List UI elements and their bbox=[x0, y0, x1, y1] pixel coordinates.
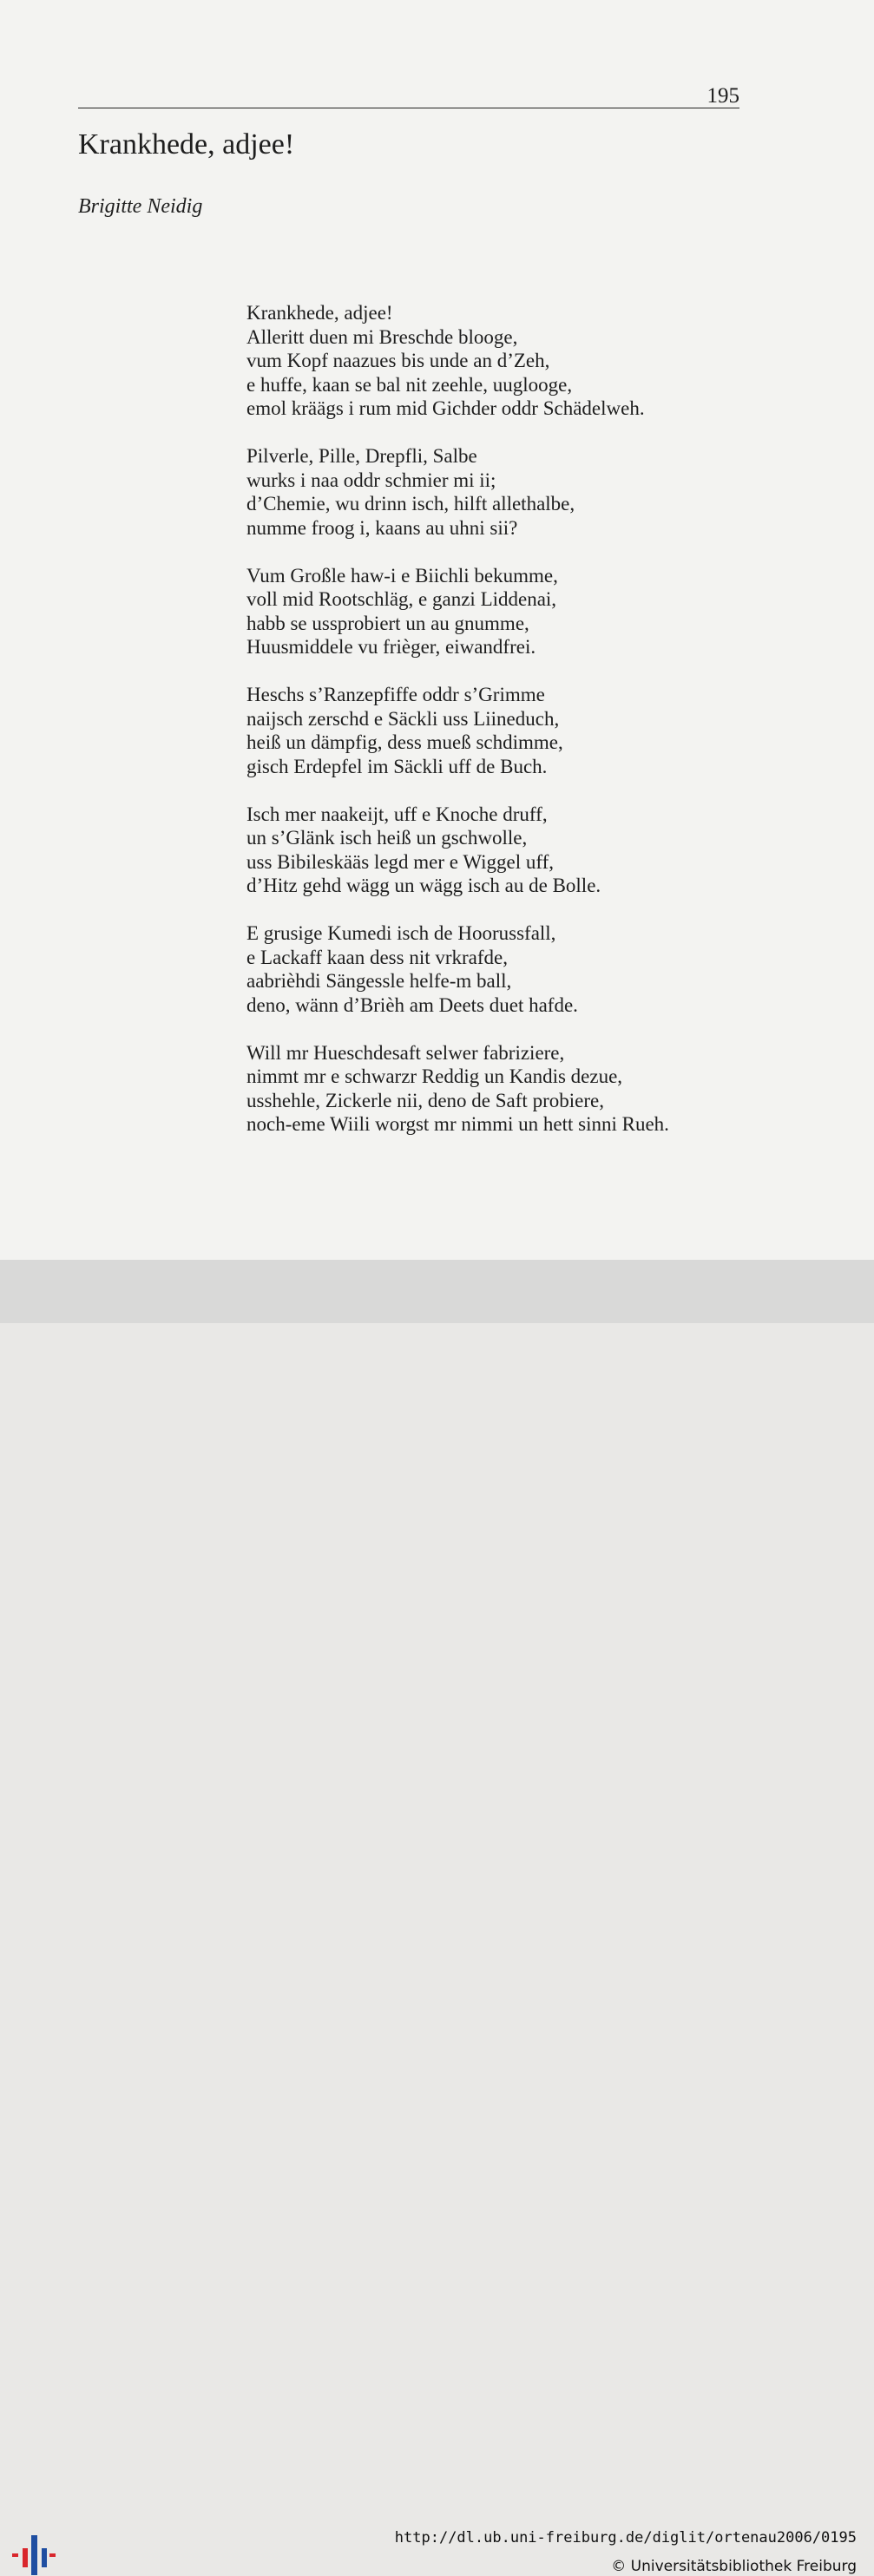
poem-line: Will mr Hueschdesaft selwer fabriziere, bbox=[246, 1041, 565, 1064]
poem-line: gisch Erdepfel im Säckli uff de Buch. bbox=[246, 755, 548, 777]
page-number: 195 bbox=[706, 84, 739, 108]
poem-title: Krankhede, adjee! bbox=[78, 128, 295, 161]
poem-line: emol kräägs i rum mid Gichder oddr Schädelweh. bbox=[246, 397, 645, 419]
poem-line: voll mid Rootschläg, e ganzi Liddenai, bbox=[246, 588, 557, 610]
copyright-text: © Universitätsbibliothek Freiburg bbox=[611, 2558, 857, 2575]
source-url-link[interactable]: http://dl.ub.uni-freiburg.de/diglit/ortenau2006/0195 bbox=[394, 2529, 857, 2547]
poem-line: d’Chemie, wu drinn isch, hilft allethalbe, bbox=[246, 493, 575, 515]
poem-line: Pilverle, Pille, Drepfli, Salbe bbox=[246, 445, 477, 467]
poem-line: Alleritt duen mi Breschde blooge, bbox=[246, 325, 518, 348]
viewer-footer bbox=[0, 1260, 874, 2575]
poem-stanza bbox=[246, 1041, 767, 1137]
poem-line: E grusige Kumedi isch de Hoorussfall, bbox=[246, 922, 556, 944]
ub-freiburg-logo-icon[interactable] bbox=[12, 2532, 56, 2575]
poem-stanza bbox=[246, 564, 767, 659]
poem-author: Brigitte Neidig bbox=[78, 195, 203, 218]
poem-line: vum Kopf naazues bis unde an d’Zeh, bbox=[246, 350, 550, 371]
poem-line: noch-eme Wiili worgst mr nimmi un hett sinni Rueh. bbox=[246, 1113, 669, 1135]
poem-line: heiß un dämpfig, dess mueß schdimme, bbox=[246, 731, 563, 753]
poem-line: habb se ussprobiert un au gnumme, bbox=[246, 612, 529, 634]
poem-line: un s’Glänk isch heiß un gschwolle, bbox=[246, 827, 528, 849]
poem-line: Isch mer naakeijt, uff e Knoche druff, bbox=[246, 803, 548, 825]
poem-line: nimmt mr e schwarzr Reddig un Kandis dezue, bbox=[246, 1065, 623, 1087]
poem-line: Huusmiddele vu frièger, eiwandfrei. bbox=[246, 636, 536, 658]
poem-line: deno, wänn d’Brièh am Deets duet hafde. bbox=[246, 993, 578, 1016]
poem-line: numme froog i, kaans au uhni sii? bbox=[246, 516, 518, 539]
poem-line: aabrièhdi Sängessle helfe-m ball, bbox=[246, 970, 512, 992]
poem-line: wurks i naa oddr schmier mi ii; bbox=[246, 469, 496, 491]
poem-line: d’Hitz gehd wägg un wägg isch au de Bolle. bbox=[246, 875, 601, 896]
poem-line: naijsch zerschd e Säckli uss Liineduch, bbox=[246, 707, 560, 730]
poem-line: Heschs s’Ranzepfiffe oddr s’Grimme bbox=[246, 684, 545, 705]
document-page bbox=[0, 0, 874, 1260]
poem-stanza bbox=[246, 683, 767, 778]
poem-stanza bbox=[246, 803, 767, 898]
poem-line: usshehle, Zickerle nii, deno de Saft probiere, bbox=[246, 1089, 604, 1111]
poem-stanza bbox=[246, 444, 767, 540]
poem-body bbox=[246, 301, 767, 1160]
poem-stanza bbox=[246, 921, 767, 1017]
poem-line: Krankhede, adjee! bbox=[246, 302, 393, 324]
poem-line: Vum Großle haw-i e Biichli bekumme, bbox=[246, 564, 558, 587]
poem-line: e huffe, kaan se bal nit zeehle, uuglooge, bbox=[246, 373, 573, 396]
poem-line: uss Bibileskääs legd mer e Wiggel uff, bbox=[246, 850, 555, 873]
poem-stanza bbox=[246, 301, 767, 421]
poem-line: e Lackaff kaan dess nit vrkrafde, bbox=[246, 946, 508, 968]
